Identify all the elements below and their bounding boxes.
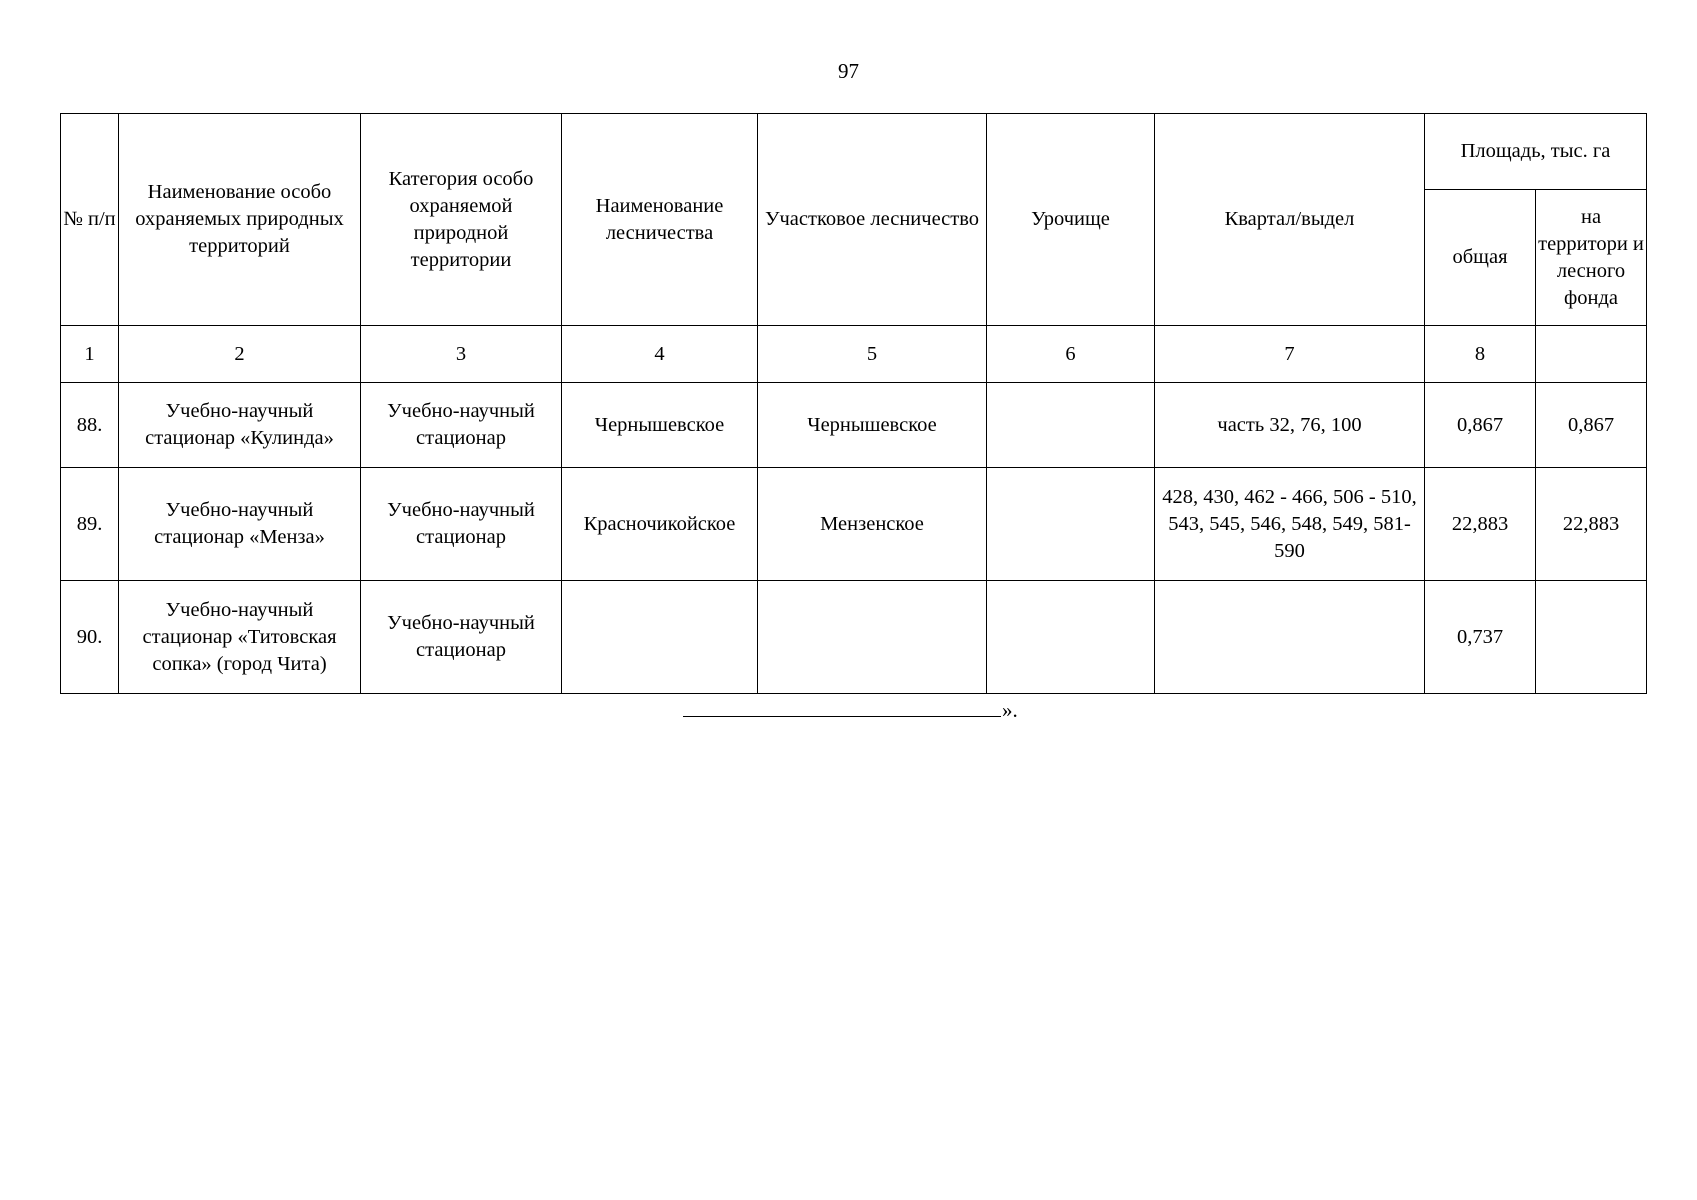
header-area-name: Наименование особо охраняемых природных территорий [119,114,361,326]
closing-underline [683,696,1001,717]
tract [987,581,1155,694]
area-forest [1536,581,1647,694]
header-quarter: Квартал/выдел [1155,114,1425,326]
district-forestry: Мензенское [758,468,987,581]
page-number: 97 [838,59,859,83]
column-number [1536,326,1647,383]
district-forestry [758,581,987,694]
forestry: Чернышевское [562,383,758,468]
table-row [61,581,1647,694]
area-forest: 0,867 [1536,383,1647,468]
forestry: Красночикойское [562,468,758,581]
column-number: 8 [1425,326,1536,383]
row-number: 88. [61,383,119,468]
column-number: 5 [758,326,987,383]
closing-quote-mark: ». [1002,698,1018,722]
area-name: Учебно-научный стационар «Кулинда» [119,383,361,468]
row-number: 89. [61,468,119,581]
header-row-number: № п/п [61,114,119,326]
column-number-row [61,326,1647,383]
closing-line [683,696,1018,724]
quarter: 428, 430, 462 - 466, 506 - 510, 543, 545, 546, 548, 549, 581-590 [1155,468,1425,581]
quarter: часть 32, 76, 100 [1155,383,1425,468]
area-total: 0,737 [1425,581,1536,694]
forestry [562,581,758,694]
header-area-forest: на территори и лесного фонда [1536,190,1647,326]
header-forestry: Наименование лесничества [562,114,758,326]
protected-areas-table [60,113,1647,694]
area-name: Учебно-научный стационар «Титовская сопка» (город Чита) [119,581,361,694]
area-category: Учебно-научный стационар [361,468,562,581]
header-area-total: общая [1425,190,1536,326]
quarter [1155,581,1425,694]
row-number: 90. [61,581,119,694]
column-number: 7 [1155,326,1425,383]
area-total: 0,867 [1425,383,1536,468]
header-tract: Урочище [987,114,1155,326]
header-area-category: Категория особо охраняемой природной территории [361,114,562,326]
tract [987,468,1155,581]
header-district-forestry: Участковое лесничество [758,114,987,326]
header-area-group: Площадь, тыс. га [1425,114,1647,190]
area-name: Учебно-научный стационар «Менза» [119,468,361,581]
area-category: Учебно-научный стационар [361,581,562,694]
table-row [61,468,1647,581]
area-total: 22,883 [1425,468,1536,581]
column-number: 2 [119,326,361,383]
district-forestry: Чернышевское [758,383,987,468]
area-forest: 22,883 [1536,468,1647,581]
table-row [61,383,1647,468]
column-number: 4 [562,326,758,383]
area-category: Учебно-научный стационар [361,383,562,468]
column-number: 6 [987,326,1155,383]
tract [987,383,1155,468]
column-number: 1 [61,326,119,383]
column-number: 3 [361,326,562,383]
